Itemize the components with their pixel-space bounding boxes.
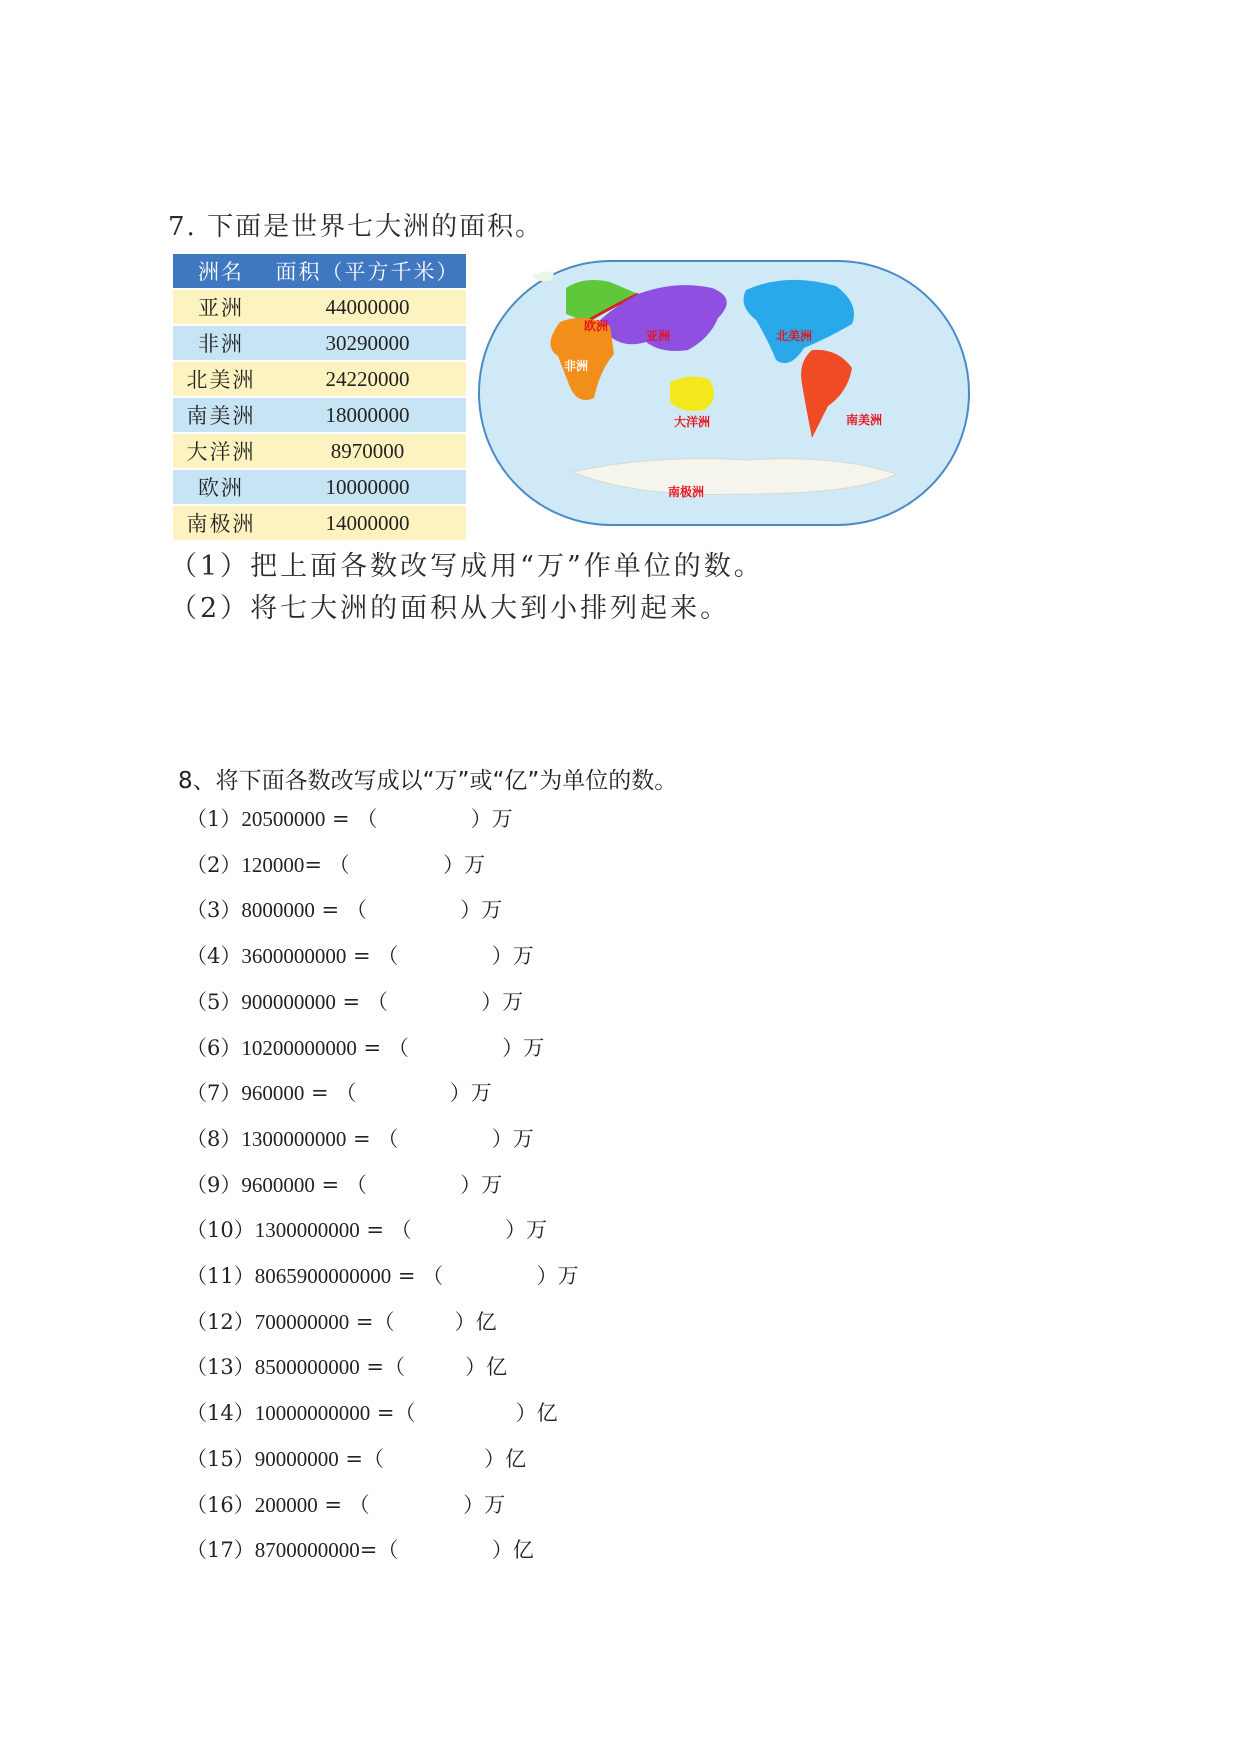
item-number: 8500000000 <box>254 1355 360 1380</box>
continent-area: 30290000 <box>269 325 466 361</box>
item-number: 3600000000 <box>241 944 347 969</box>
continent-area: 24220000 <box>269 361 466 397</box>
item-unit: ）万 <box>481 989 524 1014</box>
exercise-item <box>186 1351 507 1381</box>
answer-blank[interactable] <box>350 853 443 877</box>
item-equals-open: = （ <box>304 852 350 877</box>
item-unit: ）万 <box>491 944 534 969</box>
item-unit: ）万 <box>460 898 503 923</box>
world-map <box>476 258 972 528</box>
answer-blank[interactable] <box>367 1173 460 1197</box>
item-index: （12） <box>186 1309 255 1334</box>
item-equals-open: = （ <box>314 1172 367 1197</box>
item-unit: ）亿 <box>491 1538 534 1563</box>
table-header-row <box>173 254 466 289</box>
map-label-europe: 欧洲 <box>584 319 609 333</box>
item-unit: ）亿 <box>515 1401 558 1426</box>
item-equals-open: = （ <box>335 989 388 1014</box>
item-number: 8065900000000 <box>254 1264 392 1288</box>
item-index: （2） <box>186 852 242 877</box>
answer-blank[interactable] <box>395 1310 455 1334</box>
exercise-item <box>186 1397 558 1427</box>
item-number: 90000000 <box>254 1446 339 1471</box>
continent-area: 8970000 <box>269 433 466 469</box>
answer-blank[interactable] <box>388 990 481 1014</box>
item-index: （5） <box>186 989 242 1014</box>
item-index: （15） <box>186 1446 255 1471</box>
continent-name: 非洲 <box>173 325 269 361</box>
question-7-part-1: （1）把上面各数改写成用“万”作单位的数。 <box>170 551 764 582</box>
map-label-oceania: 大洋洲 <box>674 415 711 429</box>
header-continent-name: 洲名 <box>173 254 269 289</box>
item-index: （17） <box>186 1538 255 1563</box>
item-unit: ）万 <box>443 852 486 877</box>
answer-blank[interactable] <box>405 1355 465 1379</box>
item-number: 1300000000 <box>241 1126 347 1151</box>
item-unit: ）万 <box>502 1035 545 1060</box>
answer-blank[interactable] <box>367 898 460 922</box>
continent-area: 18000000 <box>269 397 466 433</box>
exercise-item <box>186 894 502 924</box>
item-number: 960000 <box>241 1081 305 1106</box>
answer-blank[interactable] <box>370 1493 463 1517</box>
item-number: 200000 <box>254 1492 318 1517</box>
item-unit: ）亿 <box>465 1355 508 1380</box>
continent-name: 北美洲 <box>173 361 269 397</box>
exercise-item <box>186 803 513 833</box>
exercise-item <box>186 1123 534 1153</box>
exercise-item <box>186 1306 497 1336</box>
item-number: 8700000000 <box>254 1538 360 1563</box>
item-number: 8000000 <box>241 898 315 923</box>
item-equals-open: =（ <box>370 1401 416 1426</box>
answer-blank[interactable] <box>377 807 470 831</box>
continent-name: 南美洲 <box>173 397 269 433</box>
item-unit: ）万 <box>491 1126 534 1151</box>
item-number: 120000 <box>241 852 305 877</box>
table-row <box>173 505 466 540</box>
item-equals-open: = （ <box>325 807 378 831</box>
exercise-item <box>186 1443 526 1473</box>
item-number: 20500000 <box>241 807 326 831</box>
item-unit: ）万 <box>449 1081 492 1106</box>
item-index: （10） <box>186 1218 255 1243</box>
item-unit: ）万 <box>460 1172 503 1197</box>
item-index: （9） <box>186 1172 242 1197</box>
map-label-south-america: 南美洲 <box>846 413 883 427</box>
item-equals-open: = （ <box>346 944 399 969</box>
item-unit: ）万 <box>536 1264 579 1288</box>
exercise-item <box>186 1260 579 1290</box>
greenland-shape <box>532 272 554 282</box>
exercise-item <box>186 1214 547 1244</box>
item-unit: ）万 <box>505 1218 548 1243</box>
answer-blank[interactable] <box>398 944 491 968</box>
item-number: 1300000000 <box>254 1218 360 1243</box>
item-unit: ）亿 <box>454 1309 497 1334</box>
item-index: （6） <box>186 1035 242 1060</box>
table-row <box>173 433 466 469</box>
item-equals-open: = （ <box>391 1264 444 1288</box>
item-unit: ）亿 <box>484 1446 527 1471</box>
table-row <box>173 397 466 433</box>
continent-name: 大洋洲 <box>173 433 269 469</box>
item-equals-open: = （ <box>314 898 367 923</box>
answer-blank[interactable] <box>416 1401 516 1425</box>
answer-blank[interactable] <box>384 1447 484 1471</box>
item-unit: ）万 <box>470 807 513 831</box>
item-equals-open: =（ <box>359 1355 406 1380</box>
exercise-item <box>186 1032 544 1062</box>
map-label-north-america: 北美洲 <box>776 329 813 343</box>
item-number: 900000000 <box>241 989 336 1014</box>
header-area: 面积（平方千米） <box>269 254 466 289</box>
item-equals-open: = （ <box>317 1492 370 1517</box>
item-index: （1） <box>186 807 242 831</box>
item-index: （8） <box>186 1126 242 1151</box>
exercise-item <box>186 1169 502 1199</box>
continent-area-table <box>173 254 466 540</box>
answer-blank[interactable] <box>409 1036 502 1060</box>
continent-name: 欧洲 <box>173 469 269 505</box>
item-number: 10200000000 <box>241 1035 357 1060</box>
continent-name: 南极洲 <box>173 505 269 540</box>
item-equals-open: =（ <box>359 1538 399 1563</box>
exercise-item <box>186 1077 492 1107</box>
continent-area: 44000000 <box>269 289 466 325</box>
map-label-antarctica: 南极洲 <box>668 485 705 499</box>
table-row <box>173 325 466 361</box>
item-number: 10000000000 <box>254 1401 371 1426</box>
map-label-africa: 非洲 <box>564 359 589 373</box>
question-7-title: 7. 下面是世界七大洲的面积。 <box>168 212 544 242</box>
item-index: （7） <box>186 1081 242 1106</box>
item-index: （11） <box>186 1264 255 1288</box>
table-row <box>173 289 466 325</box>
answer-blank[interactable] <box>398 1127 491 1151</box>
item-index: （4） <box>186 944 242 969</box>
answer-blank[interactable] <box>443 1264 536 1288</box>
item-index: （14） <box>186 1401 255 1426</box>
item-number: 700000000 <box>254 1309 350 1334</box>
table-row <box>173 469 466 505</box>
item-number: 9600000 <box>241 1172 315 1197</box>
map-label-asia: 亚洲 <box>646 329 671 343</box>
item-equals-open: =（ <box>338 1446 385 1471</box>
item-index: （16） <box>186 1492 255 1517</box>
question-7-part-2: （2）将七大洲的面积从大到小排列起来。 <box>170 593 731 624</box>
continent-area: 10000000 <box>269 469 466 505</box>
exercise-item <box>186 1534 534 1564</box>
answer-blank[interactable] <box>356 1081 449 1105</box>
item-equals-open: =（ <box>349 1309 395 1334</box>
exercise-item <box>186 849 485 879</box>
question-8-title: 8、将下面各数改写成以“万”或“亿”为单位的数。 <box>178 768 678 794</box>
exercise-item <box>186 1489 505 1519</box>
exercise-item <box>186 940 534 970</box>
item-equals-open: = （ <box>304 1081 357 1106</box>
item-index: （3） <box>186 898 242 923</box>
answer-blank[interactable] <box>412 1218 505 1242</box>
item-unit: ）万 <box>463 1492 506 1517</box>
oceania-shape <box>670 376 714 411</box>
item-equals-open: = （ <box>346 1126 399 1151</box>
answer-blank[interactable] <box>398 1538 491 1562</box>
item-index: （13） <box>186 1355 255 1380</box>
exercise-item <box>186 986 523 1016</box>
continent-name: 亚洲 <box>173 289 269 325</box>
item-equals-open: = （ <box>356 1035 409 1060</box>
continent-area: 14000000 <box>269 505 466 540</box>
table-row <box>173 361 466 397</box>
item-equals-open: = （ <box>359 1218 412 1243</box>
